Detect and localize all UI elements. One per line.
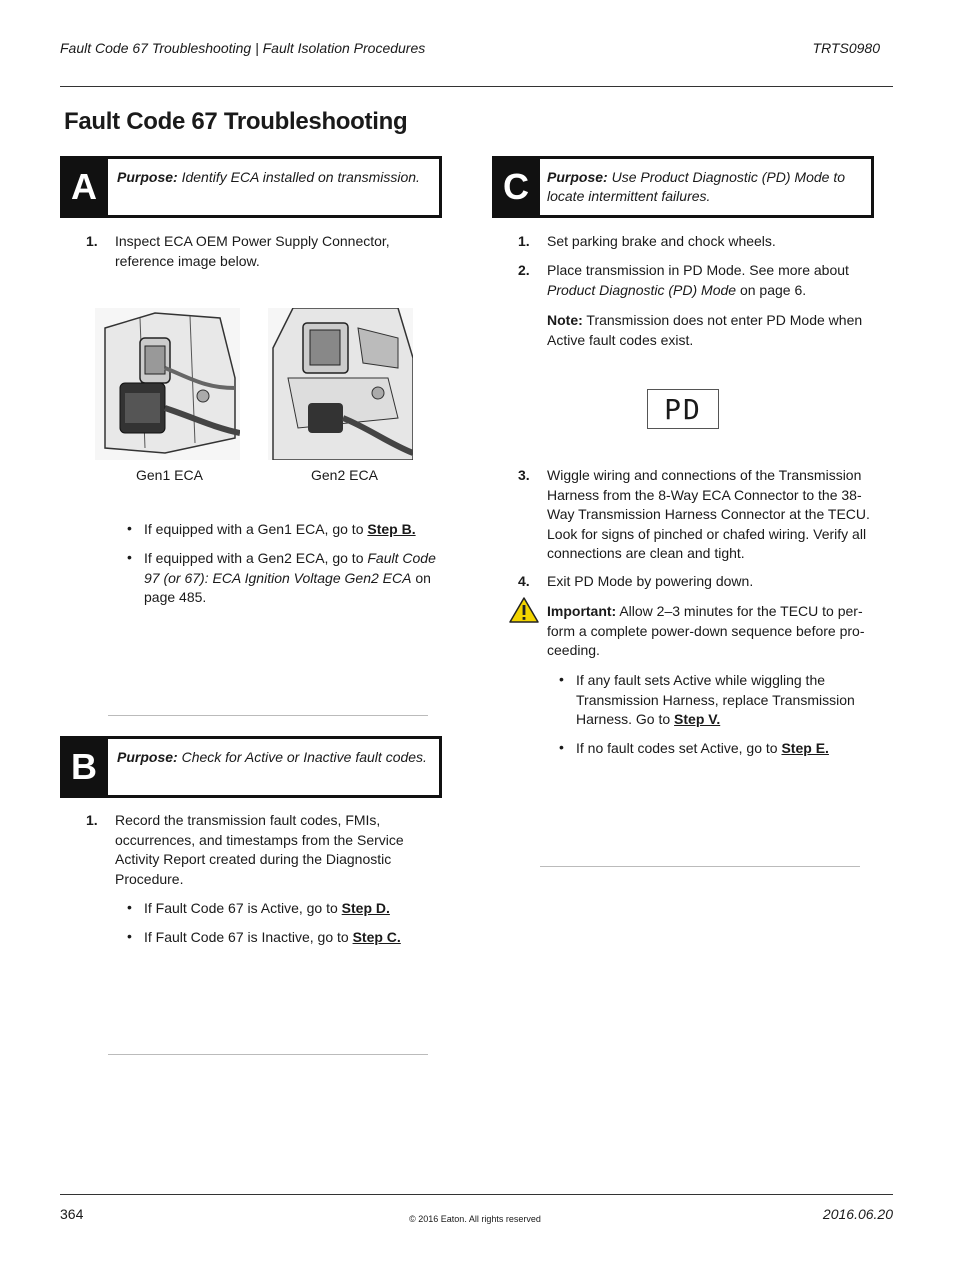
step-c-item1-number: 1.: [518, 233, 530, 249]
warning-icon: [508, 596, 540, 624]
bullet-dot: •: [127, 520, 132, 536]
step-v-link[interactable]: Step V.: [674, 711, 721, 727]
step-c-important: Important: Allow 2–3 minutes for the TECU to per-form a complete power-down sequence before pro-ceeding.: [547, 603, 865, 658]
page-title: Fault Code 67 Troubleshooting: [64, 108, 408, 135]
step-a-bullet-2: If equipped with a Gen2 ECA, go to Fault Code 97 (or 67): ECA Ignition Voltage Gen2 ECA on page 485.: [144, 550, 436, 605]
step-b-purpose: Purpose: Check for Active or Inactive fault codes.: [117, 749, 427, 765]
step-c-box: [492, 156, 874, 218]
document-code: TRTS0980: [812, 40, 880, 56]
step-d-link[interactable]: Step D.: [341, 900, 390, 916]
step-b-bullet-2: If Fault Code 67 is Inactive, go to Step C.: [144, 929, 401, 945]
caption-gen2-eca: Gen2 ECA: [311, 467, 378, 483]
step-a-end-rule: [108, 715, 428, 716]
copyright: © 2016 Eaton. All rights reserved: [409, 1214, 541, 1224]
page-number: 364: [60, 1206, 84, 1222]
step-c-item1-text: Set parking brake and chock wheels.: [547, 233, 776, 249]
bullet-dot: •: [559, 739, 564, 755]
footer-rule: [60, 1194, 893, 1195]
step-b-item-number: 1.: [86, 812, 98, 828]
step-c-purpose: Purpose: Use Product Diagnostic (PD) Mode to locate intermittent failures.: [547, 169, 846, 204]
step-e-link[interactable]: Step E.: [781, 740, 829, 756]
gen2-eca-image: [268, 308, 413, 460]
step-b-box: [60, 736, 442, 798]
step-c-item3-text: Wiggle wiring and connections of the Transmission Harness from the 8-Way ECA Connector to the 38-Way Transmission Harness Connector at the TECU. Look for signs of pinched or chafed wiring. Verify all connections are clean and tight.: [547, 467, 870, 561]
step-c-note: Note: Transmission does not enter PD Mode when Active fault codes exist.: [547, 312, 863, 348]
step-c-item2-text: Place transmission in PD Mode. See more about Product Diagnostic (PD) Mode on page 6.: [547, 262, 849, 298]
step-b-link[interactable]: Step B.: [367, 521, 416, 537]
step-c-link[interactable]: Step C.: [352, 929, 401, 945]
step-a-item-number: 1.: [86, 233, 98, 249]
pd-display: [647, 389, 719, 429]
bullet-dot: •: [127, 928, 132, 944]
fault-code-97-link[interactable]: Fault Code 97 (or 67): ECA Ignition Voltage Gen2 ECA: [144, 550, 436, 586]
step-b-end-rule: [108, 1054, 428, 1055]
step-c-item4-text: Exit PD Mode by powering down.: [547, 573, 754, 589]
bullet-dot: •: [127, 899, 132, 915]
step-c-bullet-1: If any fault sets Active while wiggling the Transmission Harness, replace Transmission Harness. Go to Step V.: [576, 672, 855, 727]
bullet-dot: •: [127, 549, 132, 565]
step-a-item-text: Inspect ECA OEM Power Supply Connector, reference image below.: [115, 233, 390, 269]
step-b-item-text: Record the transmission fault codes, FMIs, occurrences, and timestamps from the Service Activity Report created during the Diagnostic Procedure.: [115, 812, 404, 887]
step-a-purpose: Purpose: Identify ECA installed on transmission.: [117, 169, 420, 185]
step-c-item2-number: 2.: [518, 262, 530, 278]
step-c-end-rule: [540, 866, 860, 867]
step-a-bullet-1: If equipped with a Gen1 ECA, go to Step B.: [144, 521, 416, 537]
step-a-letter: A: [60, 156, 108, 218]
caption-gen1-eca: Gen1 ECA: [136, 467, 203, 483]
header-rule: [60, 86, 893, 87]
pd-mode-link[interactable]: Product Diagnostic (PD) Mode: [547, 281, 737, 298]
running-header-title: Fault Code 67 Troubleshooting | Fault Isolation Procedures: [60, 40, 426, 56]
step-c-item3-number: 3.: [518, 467, 530, 483]
gen1-eca-image: [95, 308, 240, 460]
step-c-bullet-2: If no fault codes set Active, go to Step E.: [576, 740, 829, 756]
step-b-bullet-1: If Fault Code 67 is Active, go to Step D.: [144, 900, 390, 916]
bullet-dot: •: [559, 671, 564, 687]
document-date: 2016.06.20: [822, 1206, 893, 1222]
step-b-letter: B: [60, 736, 108, 798]
step-c-letter: C: [492, 156, 540, 218]
step-c-item4-number: 4.: [518, 573, 530, 589]
pd-display-text: PD: [664, 392, 702, 426]
step-a-box: [60, 156, 442, 218]
